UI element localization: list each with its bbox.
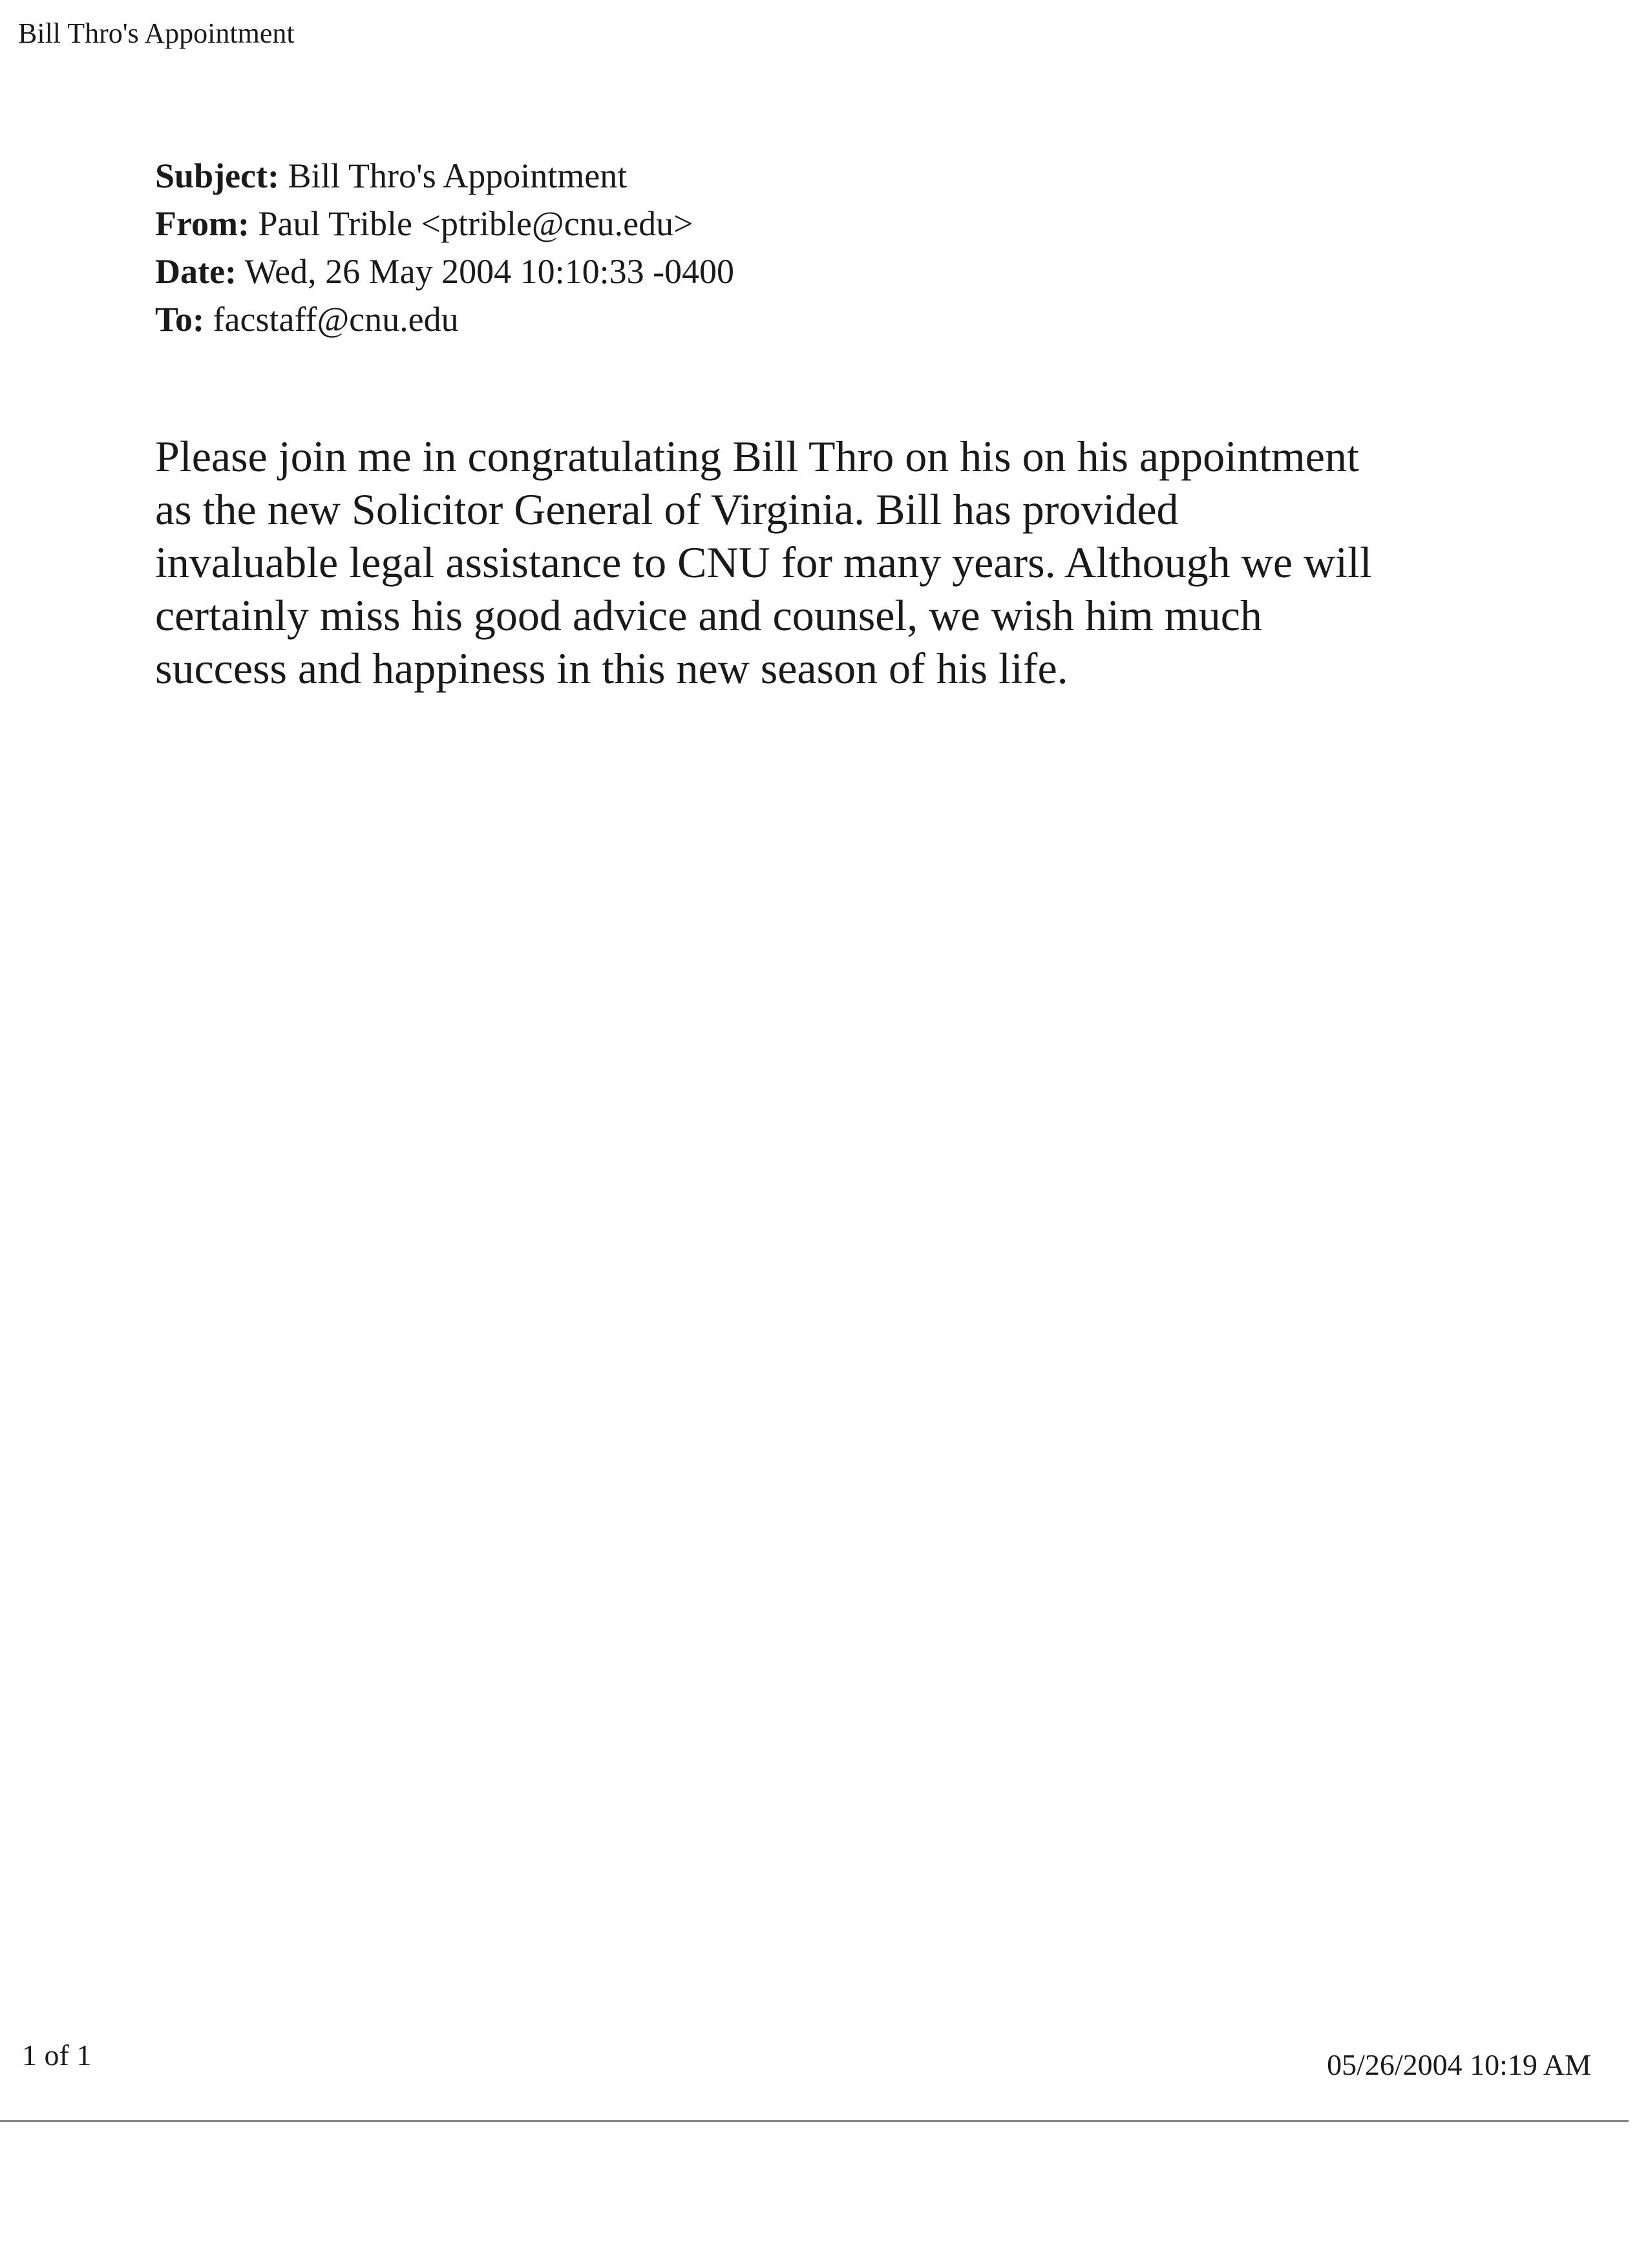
header-subject-value: Bill Thro's Appointment	[288, 156, 628, 195]
header-subject-label: Subject:	[155, 156, 279, 195]
header-date-label: Date:	[155, 252, 237, 291]
header-subject	[155, 152, 734, 200]
header-date	[155, 248, 734, 295]
body-line: success and happiness in this new season of his life.	[155, 644, 1068, 693]
footer-divider	[0, 2120, 1629, 2122]
footer-printed-datetime: 05/26/2004 10:19 AM	[1327, 2048, 1591, 2081]
email-headers	[155, 152, 734, 343]
body-line: certainly miss his good advice and counsel, we wish him much	[155, 591, 1262, 640]
page-header-title: Bill Thro's Appointment	[18, 17, 295, 49]
header-from-label: From:	[155, 204, 249, 243]
body-line: Please join me in congratulating Bill Thro on his on his appointment	[155, 432, 1359, 481]
body-line: as the new Solicitor General of Virginia. Bill has provided	[155, 485, 1179, 534]
body-line: invaluable legal assistance to CNU for many years. Although we will	[155, 538, 1372, 587]
header-to-value: facstaff@cnu.edu	[213, 300, 459, 339]
header-from	[155, 200, 734, 248]
header-to	[155, 295, 734, 343]
header-from-value: Paul Trible <ptrible@cnu.edu>	[258, 204, 693, 243]
footer-page-number: 1 of 1	[22, 2039, 92, 2072]
header-date-value: Wed, 26 May 2004 10:10:33 -0400	[244, 252, 735, 291]
header-to-label: To:	[155, 300, 205, 339]
email-body	[155, 430, 1499, 695]
